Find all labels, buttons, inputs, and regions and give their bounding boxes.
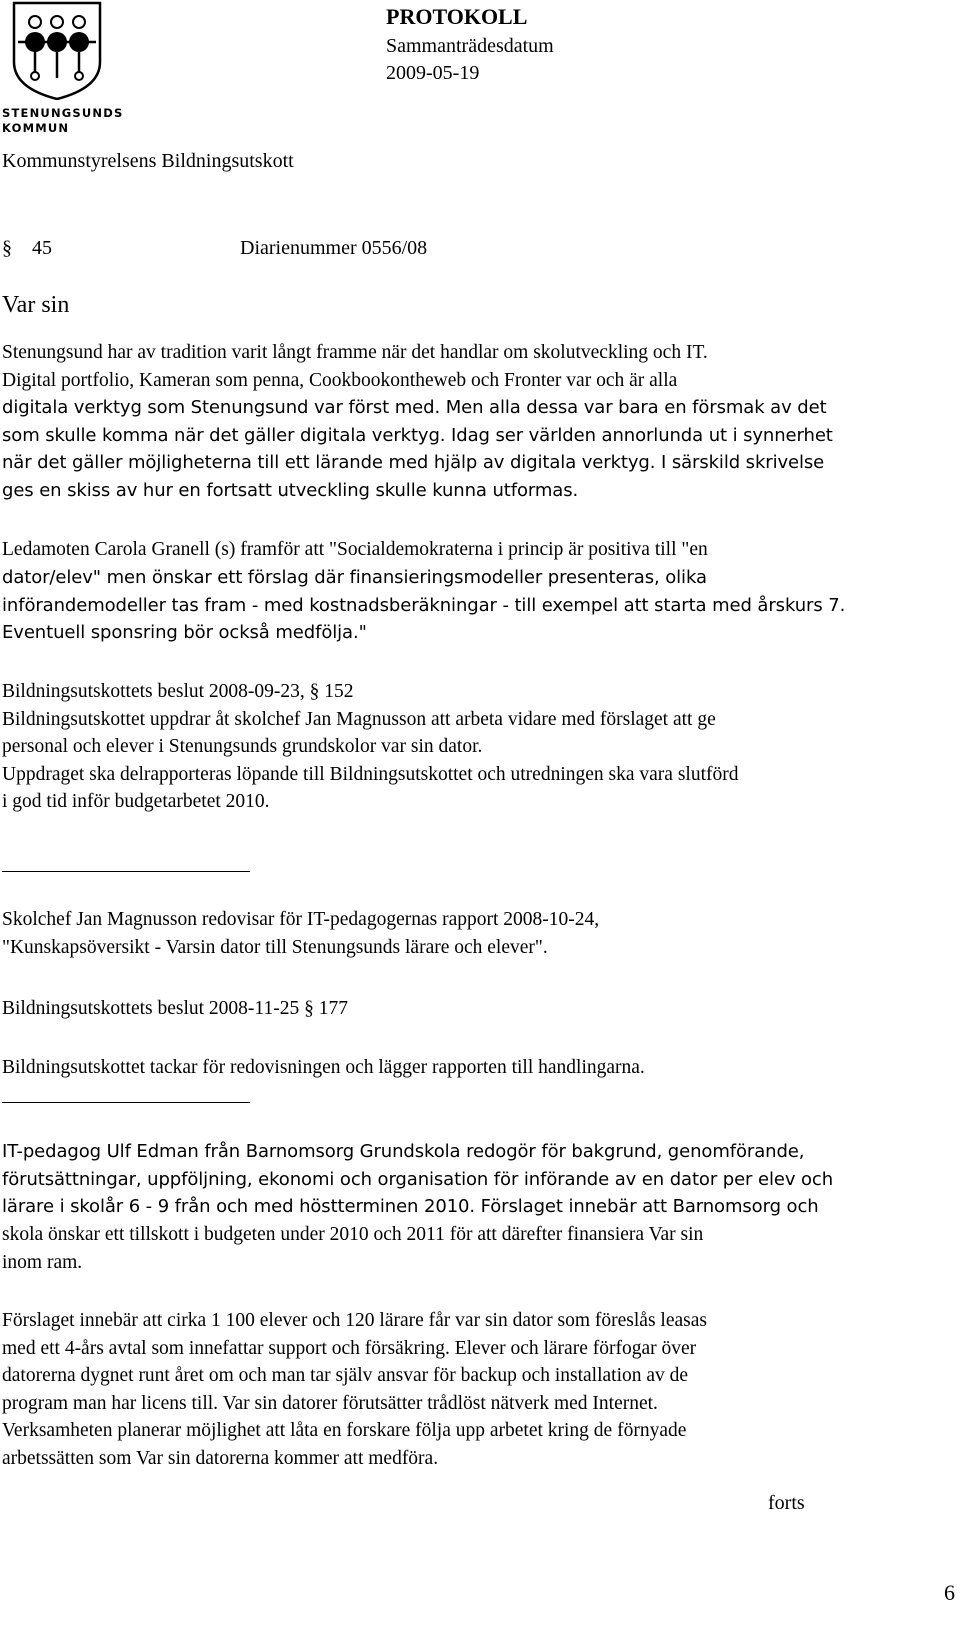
paragraph-number: 45	[32, 237, 52, 259]
logo-text-line1: STENUNGSUNDS	[2, 106, 124, 120]
meeting-date-label: Sammanträdesdatum	[386, 35, 554, 57]
text-line: arbetssätten som Var sin datorerna kommer att medföra.	[2, 1447, 439, 1469]
text-line: med ett 4-års avtal som innefattar support och försäkring. Elever och lärare förfogar över	[2, 1337, 697, 1359]
text-line: inom ram.	[2, 1251, 83, 1273]
body-paragraph-4	[2, 906, 952, 961]
municipal-logo	[0, 0, 124, 138]
text-line: Skolchef Jan Magnusson redovisar för IT-pedagogernas rapport 2008-10-24,	[2, 909, 600, 930]
separator-line	[2, 871, 250, 872]
logo-text-line2: KOMMUN	[2, 121, 70, 135]
document-title: Var sin	[2, 292, 70, 318]
text-line: ges en skiss av hur en fortsatt utveckling skulle kunna utformas.	[2, 479, 579, 501]
text-line: Ledamoten Carola Granell (s) framför att "Socialdemokraterna i princip är positiva till "en	[2, 539, 708, 560]
text-line: datorerna dygnet runt året om och man tar själv ansvar för backup och installation av de	[2, 1365, 689, 1387]
coat-of-arms-icon	[0, 0, 120, 100]
text-line: dator/elev" men önskar ett förslag där finansieringsmodeller presenteras, olika	[2, 567, 707, 588]
text-line: Bildningsutskottet tackar för redovisningen och lägger rapporten till handlingarna.	[2, 1057, 645, 1078]
text-line: Förslaget innebär att cirka 1 100 elever och 120 lärare får var sin dator som föreslås leasas	[2, 1310, 707, 1331]
text-line: Eventuell sponsring bör också medfölja."	[2, 622, 367, 644]
text-line: förutsättningar, uppföljning, ekonomi och organisation för införande av en dator per elev och	[2, 1168, 834, 1190]
text-line: Bildningsutskottet uppdrar åt skolchef Jan Magnusson att arbeta vidare med förslaget att ge	[2, 708, 716, 730]
text-line: Stenungsund har av tradition varit långt framme när det handlar om skolutveckling och IT.	[2, 342, 708, 363]
text-line: Bildningsutskottets beslut 2008-11-25 § 177	[2, 998, 348, 1019]
text-line: Bildningsutskottets beslut 2008-09-23, § 152	[2, 681, 354, 702]
page-number: 6	[944, 1580, 955, 1605]
body-paragraph-6	[2, 1054, 952, 1082]
text-line: Verksamheten planerar möjlighet att låta en forskare följa upp arbetet kring de förnyade	[2, 1420, 687, 1442]
text-line: program man har licens till. Var sin datorer förutsätter trådlöst nätverk med Internet.	[2, 1392, 658, 1414]
text-line: IT-pedagog Ulf Edman från Barnomsorg Grundskola redogör för bakgrund, genomförande,	[2, 1141, 805, 1162]
protocol-heading: PROTOKOLL	[386, 4, 528, 29]
text-line: i god tid inför budgetarbetet 2010.	[2, 791, 270, 813]
meeting-date: 2009-05-19	[386, 62, 480, 84]
paragraph-symbol: §	[2, 237, 12, 259]
body-paragraph-5	[2, 995, 952, 1023]
committee-name: Kommunstyrelsens Bildningsutskott	[2, 150, 294, 172]
text-line: Uppdraget ska delrapporteras löpande till Bildningsutskottet och utredningen ska vara slutförd	[2, 763, 739, 785]
body-paragraph-3	[2, 678, 952, 816]
text-line: införandemodeller tas fram - med kostnadsberäkningar - till exempel att starta med årskurs 7.	[2, 594, 846, 616]
text-line: lärare i skolår 6 - 9 från och med höstterminen 2010. Förslaget innebär att Barnomsorg och	[2, 1196, 819, 1218]
body-paragraph-1b	[2, 394, 952, 504]
body-paragraph-7b	[2, 1221, 952, 1276]
body-paragraph-7a	[2, 1138, 952, 1221]
text-line: "Kunskapsöversikt - Varsin dator till Stenungsunds lärare och elever".	[2, 936, 548, 958]
text-line: när det gäller möjligheterna till ett lärande med hjälp av digitala verktyg. I särskild skrivelse	[2, 452, 825, 474]
body-paragraph-2a	[2, 536, 952, 564]
text-line: personal och elever i Stenungsunds grundskolor var sin dator.	[2, 736, 483, 758]
paragraph-line	[2, 237, 428, 260]
body-paragraph-1a	[2, 339, 952, 394]
text-line: digitala verktyg som Stenungsund var först med. Men alla dessa var bara en försmak av det	[2, 397, 827, 418]
continued-marker: forts	[768, 1492, 805, 1514]
text-line: skola önskar ett tillskott i budgeten under 2010 och 2011 för att därefter finansiera Var sin	[2, 1224, 704, 1245]
body-paragraph-8	[2, 1307, 952, 1473]
diarienummer: Diarienummer 0556/08	[240, 237, 428, 259]
body-paragraph-2b	[2, 564, 952, 647]
separator-line	[2, 1102, 250, 1103]
text-line: Digital portfolio, Kameran som penna, Cookbookontheweb och Fronter var och är alla	[2, 369, 678, 391]
text-line: som skulle komma när det gäller digitala verktyg. Idag ser världen annorlunda ut i synnerhet	[2, 424, 833, 446]
